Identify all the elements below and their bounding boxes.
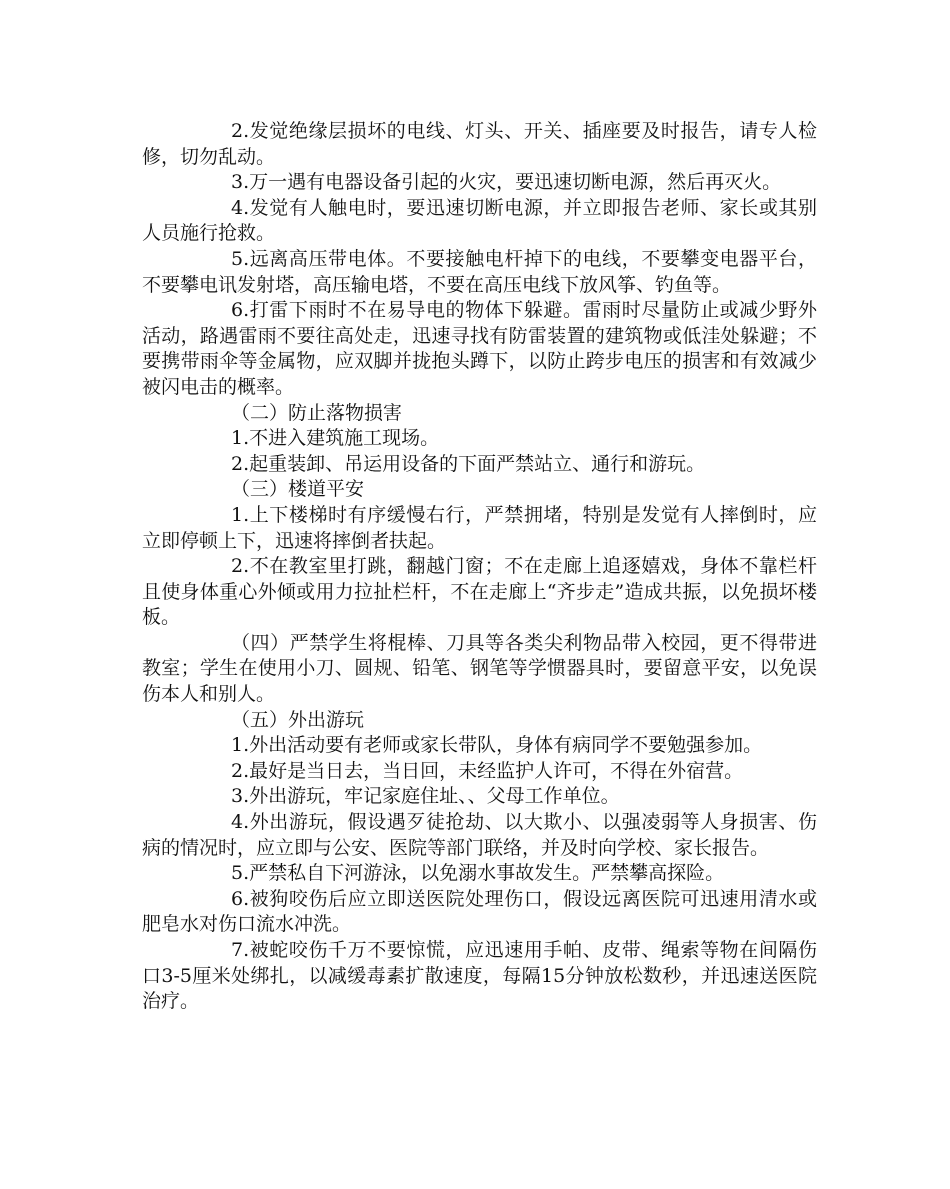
section-heading-outings: （五）外出游玩	[231, 708, 365, 731]
paragraph-electric-3: 3.万一遇有电器设备引起的火灾，要迅速切断电源，然后再灭火。	[231, 171, 782, 194]
section-sharp-objects: （四）严禁学生将棍棒、刀具等各类尖利物品带入校园，更不得带进教室；学生在使用小刀、圆规、铅笔、钢笔等学惯器具时，要留意平安，以免误伤本人和别人。	[142, 631, 817, 706]
paragraph-outing-7: 7.被蛇咬伤千万不要惊慌，应迅速用手帕、皮带、绳索等物在间隔伤口3-5厘米处绑扎，以减缓毒素扩散速度，每隔15分钟放松数秒，并迅速送医院治疗。	[142, 939, 817, 1013]
paragraph-falling-1: 1.不进入建筑施工现场。	[231, 427, 440, 450]
paragraph-electric-5: 5.远离高压带电体。不要接触电杆掉下的电线，不要攀变电器平台，不要攀电讯发射塔，高压输电塔，不要在高压电线下放风筝、钓鱼等。	[142, 247, 817, 296]
paragraph-outing-1: 1.外出活动要有老师或家长带队，身体有病同学不要勉强参加。	[231, 734, 763, 757]
paragraph-outing-3: 3.外出游玩，牢记家庭住址、、父母工作单位。	[231, 785, 620, 808]
section-heading-stairway-safety: （三）楼道平安	[231, 478, 365, 501]
section-heading-falling-objects: （二）防止落物损害	[231, 401, 403, 424]
paragraph-outing-6: 6.被狗咬伤后应立即送医院处理伤口，假设远离医院可迅速用清水或肥皂水对伤口流水冲洗。	[142, 887, 817, 936]
paragraph-electric-6: 6.打雷下雨时不在易导电的物体下躲避。雷雨时尽量防止或减少野外活动，路遇雷雨不要往高处走，迅速寻找有防雷装置的建筑物或低洼处躲避；不要携带雨伞等金属物，应双脚并拢抱头蹲下，以防止跨步电压的损害和有效减少被闪电击的概率。	[142, 299, 817, 398]
paragraph-falling-2: 2.起重装卸、吊运用设备的下面严禁站立、通行和游玩。	[231, 452, 706, 475]
paragraph-outing-2: 2.最好是当日去，当日回，未经监护人许可，不得在外宿营。	[231, 759, 744, 782]
paragraph-stairway-2: 2.不在教室里打跳，翻越门窗；不在走廊上追逐嬉戏，身体不靠栏杆且使身体重心外倾或用力拉扯栏杆，不在走廊上“齐步走”造成共振，以免损坏楼板。	[142, 555, 817, 629]
document-body	[142, 119, 817, 1015]
paragraph-outing-5: 5.严禁私自下河游泳，以免溺水事故发生。严禁攀高探险。	[231, 862, 725, 885]
paragraph-electric-4: 4.发觉有人触电时，要迅速切断电源，并立即报告老师、家长或其别人员施行抢救。	[142, 196, 817, 245]
paragraph-electric-2: 2.发觉绝缘层损坏的电线、灯头、开关、插座要及时报告，请专人检修，切勿乱动。	[142, 120, 817, 168]
paragraph-outing-4: 4.外出游玩，假设遇歹徒抢劫、以大欺小、以强凌弱等人身损害、伤病的情况时，应立即与公安、医院等部门联络，并及时向学校、家长报告。	[142, 811, 817, 859]
paragraph-stairway-1: 1.上下楼梯时有序缓慢右行，严禁拥堵，特别是发觉有人摔倒时，应立即停顿上下，迅速将摔倒者扶起。	[142, 503, 817, 552]
